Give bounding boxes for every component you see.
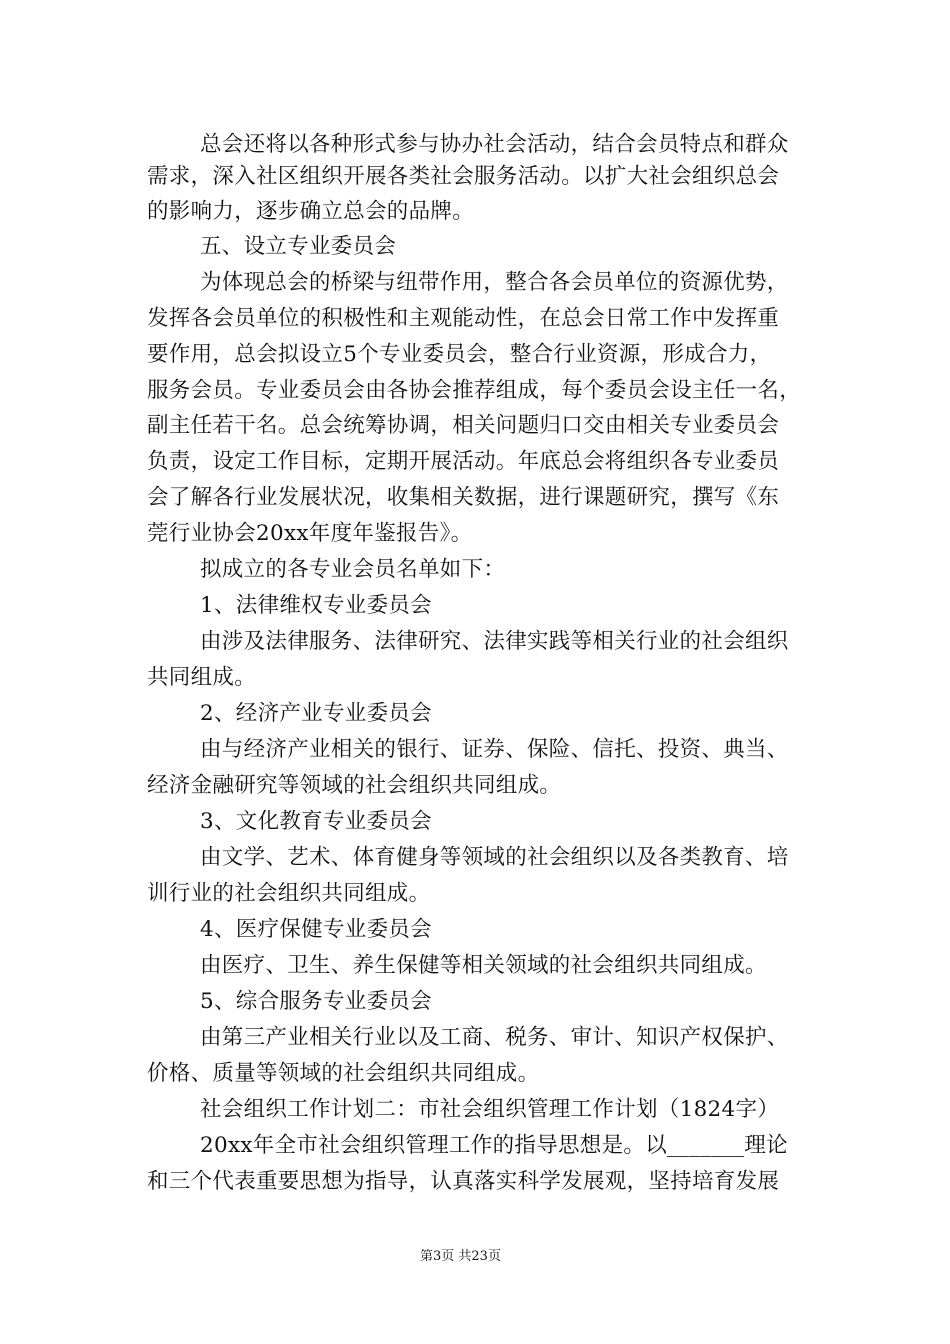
text-line: 价格、质量等领域的社会组织共同组成。 [147, 1061, 540, 1086]
list-item-heading: 3、文化教育专业委员会 [200, 809, 432, 834]
text-line: 训行业的社会组织共同组成。 [147, 881, 431, 906]
section-heading: 五、设立专业委员会 [200, 234, 397, 259]
list-item-heading: 5、综合服务专业委员会 [200, 989, 432, 1014]
text-line: 由第三产业相关行业以及工商、税务、审计、知识产权保护、 [200, 1025, 789, 1050]
text-line: 经济金融研究等领域的社会组织共同组成。 [147, 773, 562, 798]
text-line: 的影响力，逐步确立总会的品牌。 [147, 199, 475, 224]
list-item-heading: 4、医疗保健专业委员会 [200, 917, 432, 942]
text-line: 需求，深入社区组织开展各类社会服务活动。以扩大社会组织总会 [147, 164, 780, 189]
list-item-heading: 1、法律维权专业委员会 [200, 593, 432, 618]
section-heading: 社会组织工作计划二：市社会组织管理工作计划（1824字） [200, 1097, 780, 1122]
text-line: 20xx年全市社会组织管理工作的指导思想是。以_______理论 [200, 1133, 788, 1158]
text-line: 共同组成。 [147, 665, 257, 690]
text-line: 要作用，总会拟设立5个专业委员会，整合行业资源，形成合力， [147, 342, 772, 367]
text-line: 由涉及法律服务、法律研究、法律实践等相关行业的社会组织 [200, 629, 789, 654]
text-line: 总会还将以各种形式参与协办社会活动，结合会员特点和群众 [200, 132, 789, 157]
text-line: 发挥各会员单位的积极性和主观能动性，在总会日常工作中发挥重 [147, 306, 780, 331]
text-line: 副主任若干名。总会统筹协调，相关问题归口交由相关专业委员会 [147, 413, 780, 438]
text-line: 为体现总会的桥梁与纽带作用，整合各会员单位的资源优势， [200, 270, 789, 295]
list-item-heading: 2、经济产业专业委员会 [200, 701, 432, 726]
text-line: 负责，设定工作目标，定期开展活动。年底总会将组织各专业委员 [147, 449, 780, 474]
text-line: 莞行业协会20xx年度年鉴报告》。 [147, 521, 473, 546]
page-number-footer: 第3页 共23页 [420, 1249, 501, 1264]
text-line: 由文学、艺术、体育健身等领域的社会组织以及各类教育、培 [200, 845, 789, 870]
text-line: 由医疗、卫生、养生保健等相关领域的社会组织共同组成。 [200, 953, 767, 978]
text-line: 会了解各行业发展状况，收集相关数据，进行课题研究，撰写《东 [147, 485, 780, 510]
text-line: 由与经济产业相关的银行、证券、保险、信托、投资、典当、 [200, 737, 789, 762]
text-line: 服务会员。专业委员会由各协会推荐组成，每个委员会设主任一名， [147, 378, 802, 403]
text-line: 拟成立的各专业会员名单如下： [200, 557, 506, 582]
text-line: 和三个代表重要思想为指导，认真落实科学发展观，坚持培育发展 [147, 1169, 780, 1194]
